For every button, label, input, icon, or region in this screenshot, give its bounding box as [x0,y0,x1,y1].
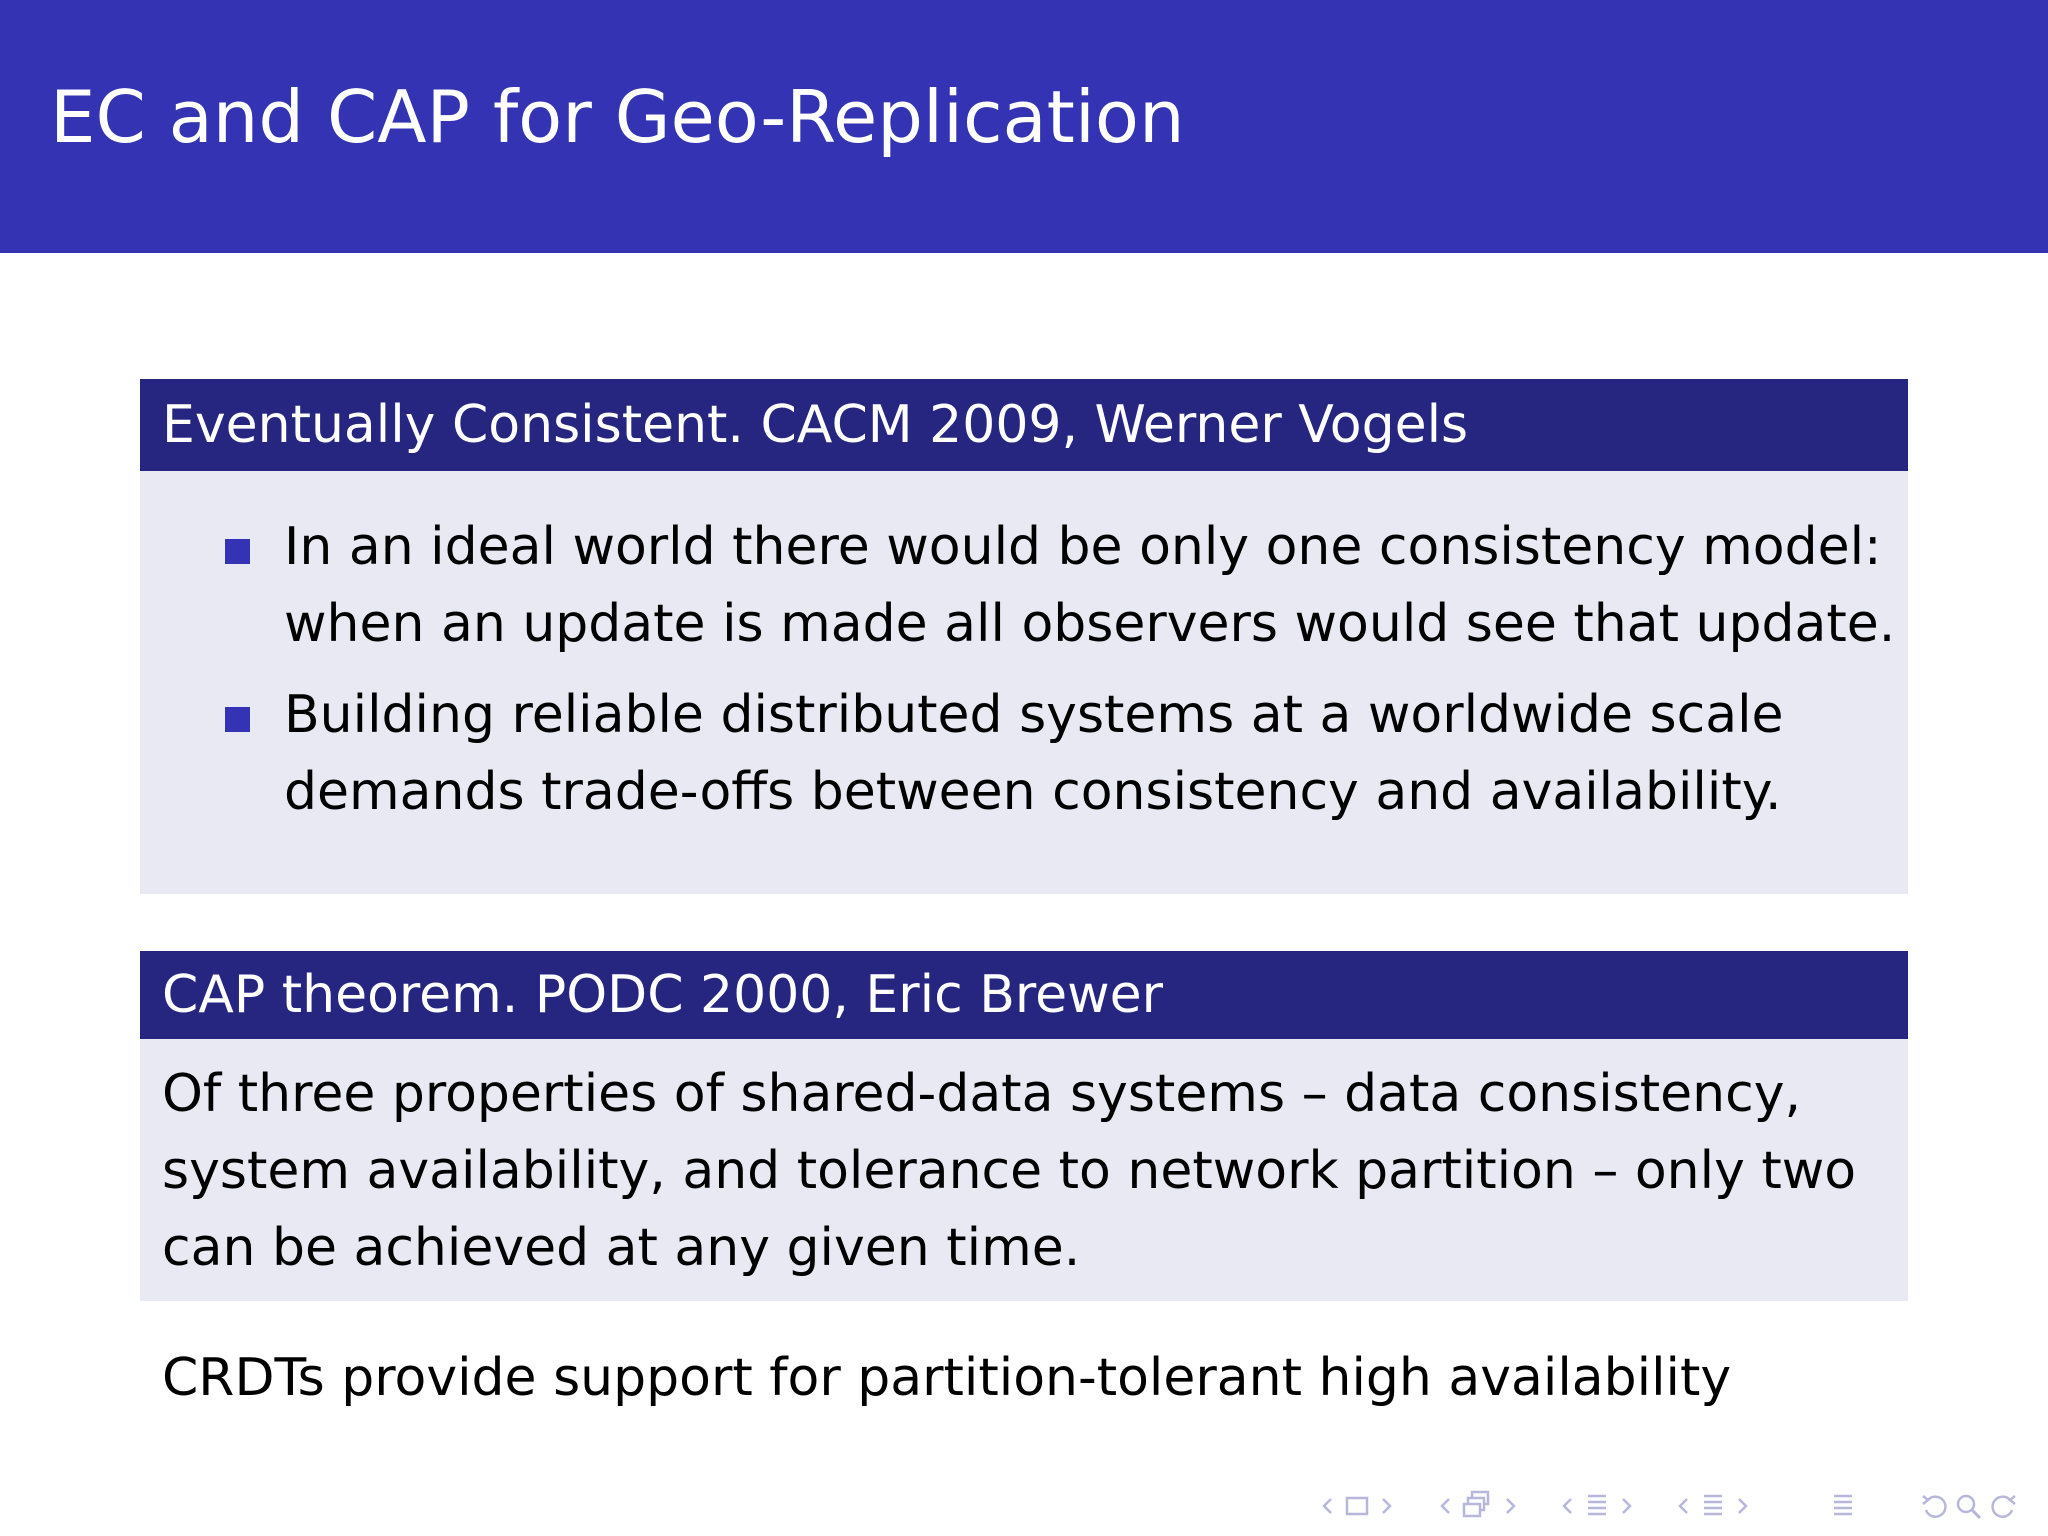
slide-header [0,0,2048,253]
align-icon[interactable] [1830,1488,1856,1524]
cap-block-header [140,951,1908,1039]
frame-icon[interactable] [1344,1488,1370,1524]
slide-title: EC and CAP for Geo-Replication [50,75,1185,159]
arrow-left-icon[interactable] [1320,1488,1334,1524]
arrow-left-icon[interactable] [1676,1488,1690,1524]
bullet-line: when an update is made all observers would see that update. [284,594,1896,654]
ec-block [140,379,1908,894]
bullet-square-icon [225,539,250,564]
cap-block-title: CAP theorem. PODC 2000, Eric Brewer [162,965,1164,1025]
arrow-right-icon[interactable] [1380,1488,1394,1524]
arrow-left-icon[interactable] [1560,1488,1574,1524]
bullet-square-icon [225,707,250,732]
section-icon[interactable] [1584,1488,1610,1524]
ec-bullet-list [140,509,1908,845]
arrow-right-icon[interactable] [1504,1488,1518,1524]
undo-icon[interactable] [1920,1488,1950,1524]
bullet-text [284,509,1896,663]
ec-block-header [140,379,1908,471]
redo-icon[interactable] [1988,1488,2018,1524]
bullet-line: demands trade-offs between consistency and availability. [284,762,1782,822]
bullet-text [284,677,1884,831]
ec-block-title: Eventually Consistent. CACM 2009, Werner Vogels [162,395,1469,455]
closing-statement: CRDTs provide support for partition-tolerant high availability [162,1348,1732,1408]
cap-line: system availability, and tolerance to network partition – only two [162,1141,1857,1201]
cap-line: can be achieved at any given time. [162,1218,1081,1278]
list-item [140,509,1908,677]
arrow-right-icon[interactable] [1620,1488,1634,1524]
list-item [140,677,1908,845]
arrow-right-icon[interactable] [1736,1488,1750,1524]
subsection-icon[interactable] [1462,1488,1494,1524]
cap-block-body [162,1056,1892,1287]
search-icon[interactable] [1954,1488,1984,1524]
cap-block [140,951,1908,1301]
arrow-left-icon[interactable] [1438,1488,1452,1524]
bullet-line: In an ideal world there would be only one consistency model: [284,517,1882,577]
bullet-line: Building reliable distributed systems at a worldwide scale [284,685,1784,745]
cap-line: Of three properties of shared-data systems – data consistency, [162,1064,1801,1124]
section-icon[interactable] [1700,1488,1726,1524]
beamer-navigation-bar [1310,1488,2030,1524]
